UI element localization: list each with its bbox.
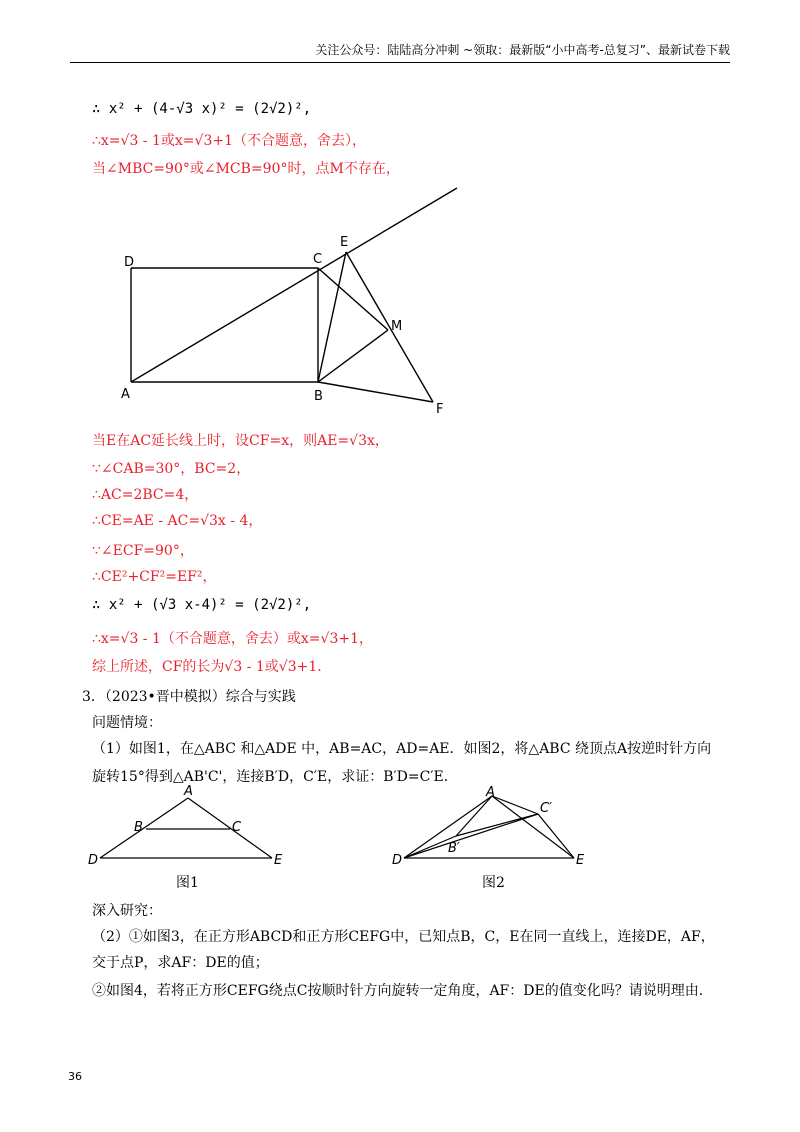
page-number: 36: [68, 1070, 82, 1083]
label-D: D: [124, 255, 135, 270]
figure-2-caption: 图2: [482, 875, 505, 891]
solution2-line-1: 当E在AC延长线上时，设CF=x，则AE=√3x，: [92, 433, 389, 449]
question-2-line-2: 交于点P，求AF：DE的值；: [92, 955, 269, 971]
label-A: A: [121, 387, 130, 402]
label-C: C: [313, 252, 323, 267]
question-2-line-3: ②如图4，若将正方形CEFG绕点C按顺时针方向旋转一定角度，AF：DE的值变化吗？请说明理由.: [92, 983, 704, 999]
figure-1-caption: 图1: [176, 875, 199, 891]
label-E: E: [340, 235, 349, 250]
fig2-label-D: D: [392, 853, 403, 868]
problem-situation-heading: 问题情境：: [92, 715, 162, 731]
fig1-label-D: D: [88, 853, 99, 868]
page-header: 关注公众号：陆陆高分冲刺 ~领取：最新版“小中高考-总复习”、最新试卷下载: [70, 38, 730, 63]
label-F: F: [436, 402, 444, 417]
question-1-line-1: （1）如图1，在△ABC 和△ADE 中，AB=AC，AD=AE．如图2，将△ABC 绕顶点A按逆时针方向: [92, 741, 712, 757]
deep-study-heading: 深入研究：: [92, 903, 162, 919]
solution-line-3: 当∠MBC=90°或∠MCB=90°时，点M不存在，: [92, 161, 400, 177]
figure-2: [390, 784, 600, 872]
fig1-label-C: C: [232, 820, 242, 835]
solution2-line-8: ∴x=√3 - 1（不合题意，舍去）或x=√3+1，: [92, 631, 373, 647]
fig1-label-A: A: [184, 784, 193, 799]
fig2-label-E: E: [576, 853, 585, 868]
label-M: M: [391, 319, 403, 334]
fig2-label-Bprime: B′: [448, 841, 460, 856]
problem-3-title: 3．（2023•晋中模拟）综合与实践: [82, 689, 296, 705]
equation-line-2: ∴ x² + (√3 x-4)² = (2√2)²,: [92, 597, 312, 613]
fig2-label-Cprime: C′: [540, 801, 553, 816]
solution2-line-3: ∴AC=2BC=4，: [92, 487, 199, 503]
fig1-label-B: B: [134, 820, 143, 835]
geometry-figure-main: [110, 180, 470, 420]
solution2-line-4: ∴CE=AE - AC=√3x - 4，: [92, 513, 263, 529]
question-1-line-2: 旋转15°得到△AB'C'，连接B′D，C′E，求证：B′D=C′E．: [92, 769, 458, 785]
solution2-line-2: ∵∠CAB=30°，BC=2，: [92, 461, 251, 477]
solution2-line-6: ∴CE²+CF²=EF²，: [92, 569, 217, 585]
question-2-line-1: （2）①如图3，在正方形ABCD和正方形CEFG中，已知点B，C，E在同一直线上，连接DE，AF，: [92, 929, 715, 945]
solution2-line-5: ∵∠ECF=90°，: [92, 543, 194, 559]
figure-1: [86, 784, 296, 872]
solution2-line-9: 综上所述，CF的长为√3 - 1或√3+1.: [92, 659, 322, 675]
label-B: B: [314, 389, 323, 404]
fig1-label-E: E: [274, 853, 283, 868]
fig2-label-A: A: [486, 785, 495, 800]
equation-line-1: ∴ x² + (4-√3 x)² = (2√2)²,: [92, 101, 312, 117]
solution-line-2: ∴x=√3 - 1或x=√3+1（不合题意，舍去），: [92, 133, 366, 149]
